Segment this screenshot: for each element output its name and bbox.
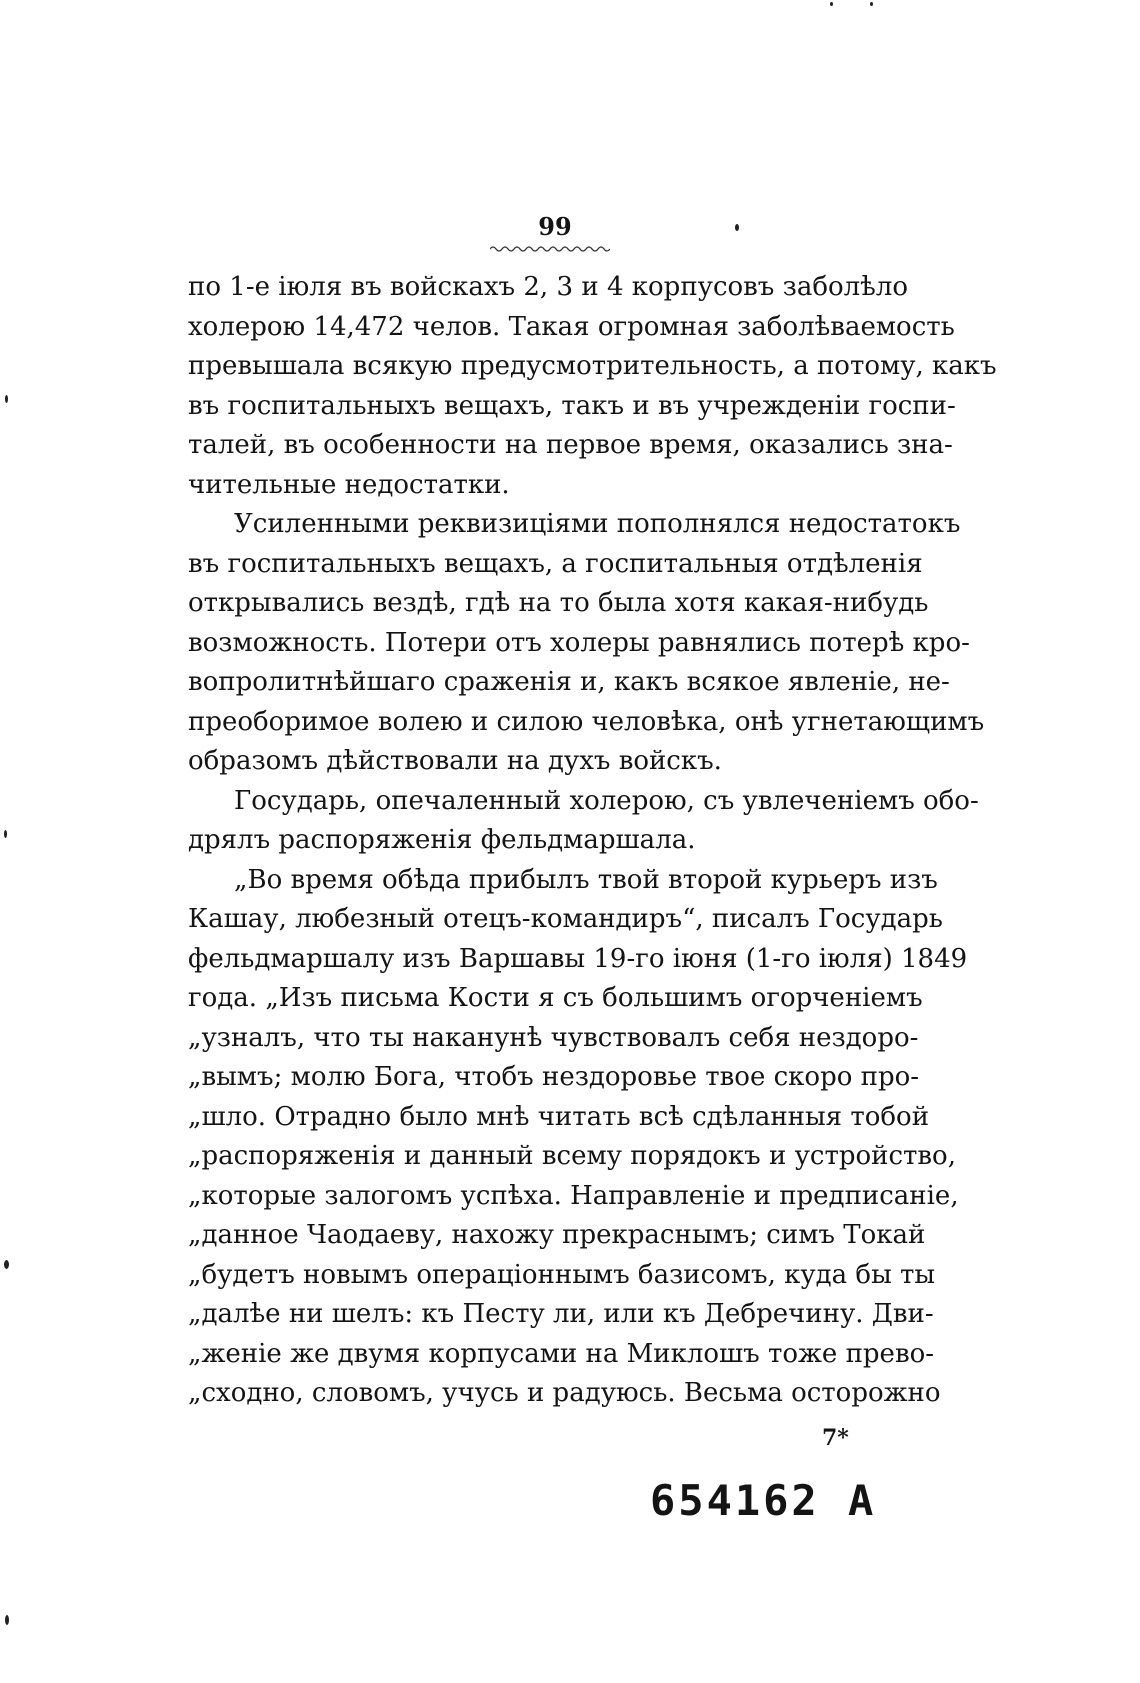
- text-line: по 1-е іюля въ войскахъ 2, 3 и 4 корпусовъ заболѣло: [188, 272, 908, 302]
- text-line: талей, въ особенности на первое время, оказались зна-: [188, 430, 953, 460]
- text-line: „женіе же двумя корпусами на Миклошъ тоже прево-: [188, 1338, 935, 1369]
- margin-speck: [830, 2, 833, 6]
- text-line: „далѣе ни шелъ: къ Песту ли, или къ Дебречину. Дви-: [188, 1299, 934, 1329]
- text-line: въ госпитальныхъ вещахъ, а госпитальныя отдѣленія: [188, 548, 923, 579]
- text-line: года. „Изъ письма Кости я съ большимъ огорченіемъ: [188, 983, 923, 1013]
- text-line: „узналъ, что ты наканунѣ чувствовалъ себя нездоро-: [188, 1022, 919, 1053]
- text-line: преоборимое волею и силою человѣка, онѣ угнетающимъ: [188, 706, 985, 737]
- text-line: вопролитнѣйшаго сраженія и, какъ всякое явленіе, не-: [188, 667, 950, 697]
- margin-speck: [4, 830, 7, 838]
- text-line: Кашау, любезный отецъ-командиръ“, писалъ Государь: [188, 904, 943, 934]
- page-number-wavy-rule: [490, 244, 610, 254]
- text-line: чительные недостатки.: [188, 469, 510, 500]
- text-line: холерою 14,472 челов. Такая огромная заболѣваемость: [188, 311, 955, 342]
- text-line: превышала всякую предусмотрительность, а потому, какъ: [188, 351, 997, 381]
- signature-mark: 7*: [822, 1425, 849, 1451]
- text-line: „которые залогомъ успѣха. Направленіе и предписаніе,: [188, 1180, 959, 1211]
- text-line: „будетъ новымъ операціоннымъ базисомъ, куда бы ты: [188, 1259, 936, 1290]
- text-line: открывались вездѣ, гдѣ на то была хотя какая-нибудь: [188, 588, 929, 618]
- margin-speck: [5, 395, 8, 403]
- margin-speck: [5, 1615, 9, 1625]
- text-line: „распоряженія и данный всему порядокъ и устройство,: [188, 1141, 956, 1171]
- text-line: „сходно, словомъ, учусь и радуюсь. Весьма осторожно: [188, 1378, 941, 1408]
- text-line: „шло. Отрадно было мнѣ читать всѣ сдѣланныя тобой: [188, 1101, 930, 1132]
- text-line: „данное Чаодаеву, нахожу прекраснымъ; симъ Токай: [188, 1220, 926, 1250]
- page-number: 99: [538, 212, 572, 241]
- text-line: образомъ дѣйствовали на духъ войскъ.: [188, 746, 722, 776]
- ink-speck: [735, 224, 739, 231]
- text-line: „вымъ; молю Бога, чтобъ нездоровье твое скоро про-: [188, 1062, 920, 1092]
- text-line: „Во время обѣда прибылъ твой второй курьеръ изъ: [234, 864, 938, 895]
- margin-speck: [4, 1260, 9, 1269]
- catalog-number: 654162 A: [650, 1476, 877, 1525]
- text-line: возможность. Потери отъ холеры равнялись потерѣ кро-: [188, 627, 970, 658]
- margin-speck: [870, 2, 873, 6]
- text-line: въ госпитальныхъ вещахъ, такъ и въ учрежденіи госпи-: [188, 390, 956, 421]
- text-line: Государь, опечаленный холерою, съ увлеченіемъ обо-: [234, 785, 979, 816]
- body-text: [188, 268, 997, 1414]
- text-line: фельдмаршалу изъ Варшавы 19-го іюня (1-го іюля) 1849: [188, 943, 968, 974]
- text-line: дрялъ распоряженія фельдмаршала.: [188, 825, 696, 855]
- text-line: Усиленными реквизиціями пополнялся недостатокъ: [234, 509, 961, 539]
